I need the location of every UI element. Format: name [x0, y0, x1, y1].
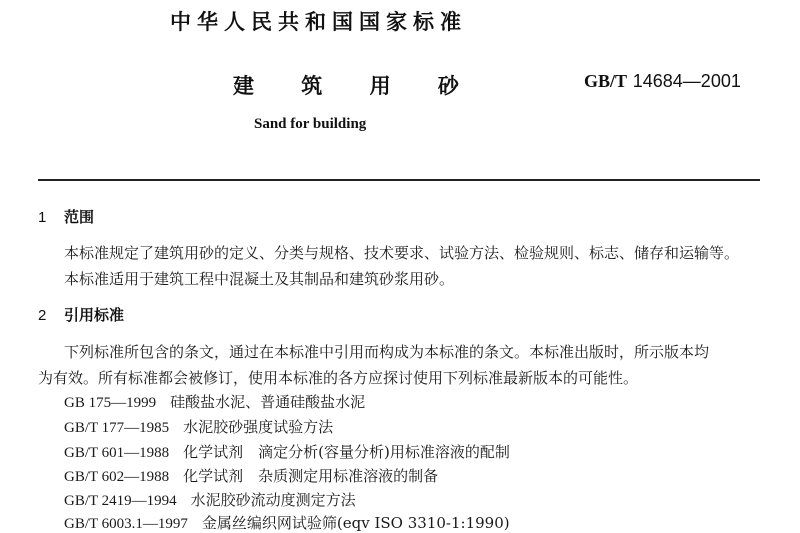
document-title-cn: 建 筑 用 砂: [233, 74, 479, 98]
reference-code: GB/T 6003.1—1997: [64, 516, 188, 532]
reference-name: 金属丝编织网试验筛(eqv ISO 3310-1:1990): [201, 514, 510, 532]
reference-code: GB/T 601—1988: [64, 445, 170, 461]
reference-code: GB/T 177—1985: [64, 420, 170, 436]
section-number: 2: [38, 307, 47, 324]
reference-code: GB/T 602—1988: [64, 469, 170, 485]
reference-item: [64, 416, 333, 437]
header-divider: [38, 179, 760, 181]
reference-name: 硅酸盐水泥、普通硅酸盐水泥: [170, 393, 366, 411]
reference-name: 水泥胶砂流动度测定方法: [190, 491, 356, 509]
standard-code: 14684—2001: [632, 71, 741, 91]
reference-item: [64, 465, 438, 486]
reference-item: [64, 391, 365, 412]
national-standard-heading: 中华人民共和国国家标准: [170, 10, 467, 34]
section-2-paragraph-1: 下列标准所包含的条文，通过在本标准中引用而构成为本标准的条文。本标准出版时，所示版本均: [64, 343, 710, 361]
reference-code: GB/T 2419—1994: [64, 493, 177, 509]
section-1-paragraph-2: 本标准适用于建筑工程中混凝土及其制品和建筑砂浆用砂。: [64, 270, 455, 288]
document-title-en: Sand for building: [254, 116, 367, 132]
reference-code: GB 175—1999: [64, 395, 157, 411]
reference-item: [64, 441, 510, 462]
section-title: 范围: [64, 208, 95, 226]
reference-name: 化学试剂 滴定分析(容量分析)用标准溶液的配制: [183, 443, 510, 461]
reference-name: 水泥胶砂强度试验方法: [183, 418, 334, 436]
section-2-paragraph-2: 为有效。所有标准都会被修订，使用本标准的各方应探讨使用下列标准最新版本的可能性。: [38, 369, 639, 387]
section-1-heading: [38, 206, 94, 227]
section-title: 引用标准: [64, 306, 125, 324]
section-number: 1: [38, 209, 47, 226]
reference-name: 化学试剂 杂质测定用标准溶液的制备: [183, 467, 439, 485]
standard-number: [584, 71, 741, 92]
section-2-heading: [38, 304, 124, 325]
reference-item: [64, 489, 356, 510]
section-1-paragraph-1: 本标准规定了建筑用砂的定义、分类与规格、技术要求、试验方法、检验规则、标志、储存和运输等。: [64, 244, 740, 262]
standard-prefix: GB/T: [584, 71, 628, 91]
